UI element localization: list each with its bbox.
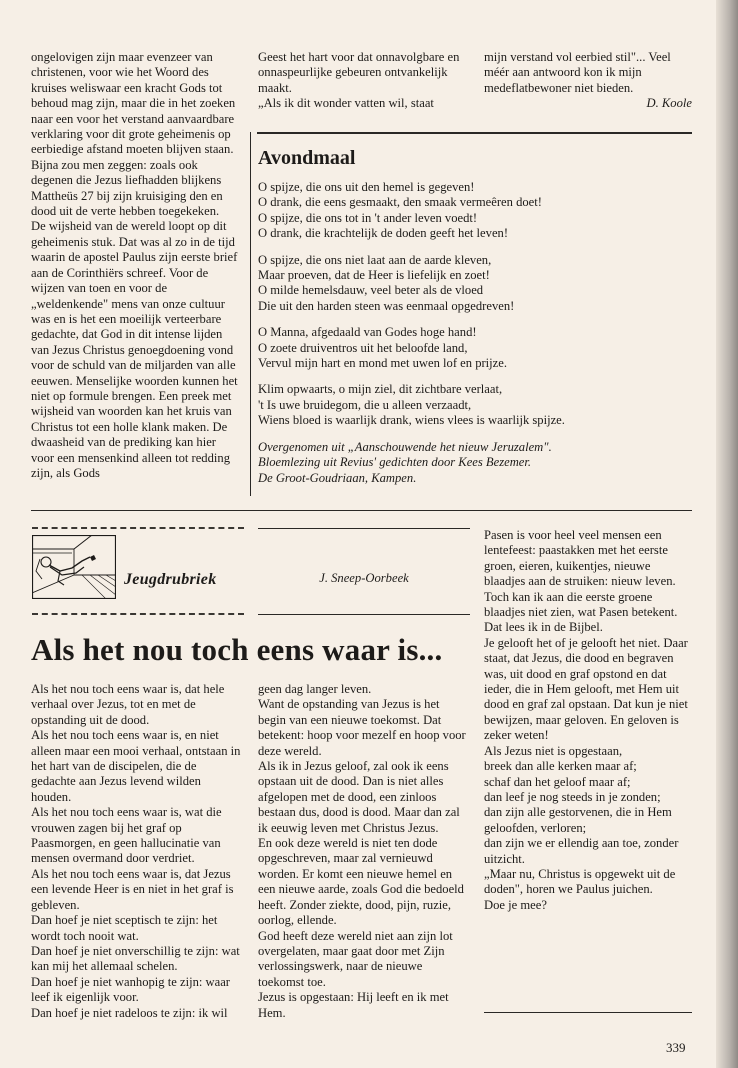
poem-line: O milde hemelsdauw, veel beter als de vloed <box>258 283 484 298</box>
section-rule <box>257 132 692 134</box>
poem-line: Die uit den harden steen was eenmaal opgedreven! <box>258 298 515 313</box>
poem-stanza <box>258 325 690 371</box>
section-heading-jeugdrubriek: Jeugdrubriek <box>124 571 217 588</box>
paragraph: geen dag langer leven. <box>258 682 372 696</box>
article-column-3 <box>484 50 692 112</box>
poem-line: O drank, die krachtelijk de doden geeft het leven! <box>258 226 509 241</box>
paragraph: Doe je mee? <box>484 897 547 912</box>
paragraph: Want de opstanding van Jezus is het begin van een nieuwe toekomst. Dat betekent: hoop voor mezelf en hoop voor deze wereld. <box>258 697 466 758</box>
paragraph: Dan hoef je niet wanhopig te zijn: waar leef ik eigenlijk voor. <box>31 974 230 1005</box>
source-line: Overgenomen uit „Aanschouwende het nieuw Jeruzalem". <box>258 439 552 454</box>
page-binding-edge <box>716 0 738 1068</box>
poem-line: O Manna, afgedaald van Godes hoge hand! <box>258 325 477 340</box>
poem-line: O spijze, die ons uit den hemel is gegeven! <box>258 180 475 194</box>
paragraph: Als het nou toch eens waar is, wat die vrouwen zagen bij het graf op Paasmorgen, en geen hallucinatie van mensen overmand door verdriet. <box>31 805 222 866</box>
dashed-rule <box>32 613 244 615</box>
section-rule <box>31 510 692 511</box>
poem-stanza <box>258 253 690 315</box>
poem-title: Avondmaal <box>258 147 356 169</box>
paragraph: Als ik in Jezus geloof, zal ook ik eens opstaan uit de dood. Dan is niet alles afgelopen met de dood, een zinloos bestaan dus, dood is dood. Maar dan zal ik eeuwig leven met Christus Jezus. <box>258 759 460 835</box>
paragraph: Geest het hart voor dat onnavolgbare en onnaspeurlijke gebeuren ontvankelijk maakt. <box>258 50 460 95</box>
paragraph: De wijsheid van de wereld loopt op dit geheimenis stuk. Dat was al zo in de tijd waarin de apostel Paulus zijn eerste brief aan de Corinthiërs schreef. Voor de wijzen van toen en voor de „weldenkende" mens van onze cultuur was en is het een moeilijk verteerbare gedachte, dat God in dit intense lijden van Jezus Christus genoegdoening vond voor de schuld van de miljarden van alle eeuwen. Menselijke woorden kunnen het niet op formule brengen. Een preek met wijsheid van woorden kan het kruis van Christus tot een holle klank maken. De dwaasheid van de prediking kan hier voor een mensenkind alleen tot redding zijn, als Gods <box>31 219 238 480</box>
paragraph: Als het nou toch eens waar is, en niet alleen maar een mooi verhaal, ontstaan in het hart van de discipelen, die de gedachte aan Jezus levend wilden houden. <box>31 728 241 804</box>
paragraph: Pasen is voor heel veel mensen een lentefeest: paastakken met het eerste groen, eieren, kuikentjes, nieuwe blaadjes aan de struiken: nieuw leven. Toch kan ik aan die eerste groene blaadjes niet zien, wat Pasen betekent. Dat lees ik in de Bijbel. <box>484 528 678 635</box>
paragraph: dan zijn alle gestorvenen, die in Hem geloofden, verloren; <box>484 805 672 835</box>
paragraph: dan leef je nog steeds in je zonden; <box>484 789 661 804</box>
poem-source-note <box>258 440 690 486</box>
paragraph: Dan hoef je niet sceptisch te zijn: het wordt toch nooit wat. <box>31 913 218 943</box>
paragraph: mijn verstand vol eerbied stil"... Veel méér aan antwoord kon ik mijn medeflatbewoner niet bieden. <box>484 50 671 95</box>
paragraph: schaf dan het geloof maar af; <box>484 774 631 789</box>
author-signature: D. Koole <box>646 96 692 111</box>
column-divider <box>250 132 251 496</box>
poem-line: O spijze, die ons tot in 't ander leven voedt! <box>258 210 478 225</box>
poem-stanza <box>258 382 690 428</box>
poem-line: Klim opwaarts, o mijn ziel, dit zichtbare verlaat, <box>258 382 503 397</box>
jeugd-column-2 <box>258 682 470 1021</box>
paragraph: „Als ik dit wonder vatten wil, staat <box>258 96 434 111</box>
poem-line: Maar proeven, dat de Heer is liefelijk en zoet! <box>258 268 490 283</box>
paragraph: Als het nou toch eens waar is, dat Jezus een levende Heer is en niet in het graf is gebleven. <box>31 866 234 912</box>
jeugd-column-1 <box>31 682 243 1021</box>
article-column-1 <box>31 50 241 481</box>
paragraph: Jezus is opgestaan: Hij leeft en ik met Hem. <box>258 990 449 1020</box>
article-author: J. Sneep-Oorbeek <box>319 571 409 585</box>
paragraph: breek dan alle kerken maar af; <box>484 759 637 774</box>
paragraph: Je gelooft het of je gelooft het niet. Daar staat, dat Jezus, die dood en begraven was, uit dood en graf opstond en dat ieder, die in Hem gelooft, met Hem uit dood en graf zal opstaan. Dat kun je niet bewijzen, maar geloven. En geloven is zeker weten! <box>484 635 688 743</box>
source-line: De Groot-Goudriaan, Kampen. <box>258 470 417 485</box>
paragraph: En ook deze wereld is niet ten dode opgeschreven, maar zal vernieuwd worden. Er komt een nieuwe hemel en een nieuwe aarde, zoals God die bedoeld heeft. Zonder ziekte, dood, pijn, ruzie, oorlog, ellende. <box>258 836 464 928</box>
paragraph: ongelovigen zijn maar evenzeer van christenen, voor wie het Woord des kruises weliswaar een kracht Gods tot behoud mag zijn, maar die in het zoeken naar een voor het verstand aanvaardbare verklaring voor dit grote geheimenis op eerbiedige afstand moeten blijven staan. Bijna zou men zeggen: zoals ook degenen die Jezus liefhadden blijkens Mattheüs 27 bij zijn kruisiging den en dood uit de verte hebben toegekeken. <box>31 50 236 219</box>
article-headline: Als het nou toch eens waar is... <box>31 632 443 667</box>
poem-line: O drank, die eens gesmaakt, den smaak vermeêren doet! <box>258 195 542 210</box>
poem-line: O spijze, die ons niet laat aan de aarde kleven, <box>258 252 492 267</box>
paragraph: God heeft deze wereld niet aan zijn lot overgelaten, maar gaat door met Zijn verlossingswerk, naar de nieuwe toekomst toe. <box>258 928 453 989</box>
jeugdrubriek-illustration <box>32 535 116 599</box>
paragraph: „Maar nu, Christus is opgewekt uit de doden", horen we Paulus juichen. <box>484 866 676 897</box>
page-number: 339 <box>666 1040 686 1055</box>
poem-stanza <box>258 180 690 242</box>
paragraph: Als Jezus niet is opgestaan, <box>484 743 623 758</box>
paragraph: dan zijn we er ellendig aan toe, zonder uitzicht. <box>484 836 679 866</box>
avondmaal-poem <box>258 146 690 486</box>
jeugd-column-3 <box>484 528 694 913</box>
source-line: Bloemlezing uit Revius' gedichten door Kees Bezemer. <box>258 455 532 470</box>
paragraph: Dan hoef je niet radeloos te zijn: ik wil <box>31 1005 228 1020</box>
paragraph: Dan hoef je niet onverschillig te zijn: wat kan mij het allemaal schelen. <box>31 943 240 974</box>
poem-line: O zoete druiventros uit het beloofde land, <box>258 340 468 355</box>
poem-line: Wiens bloed is waarlijk drank, wiens vlees is waarlijk spijze. <box>258 413 565 428</box>
column-end-rule <box>484 1012 692 1013</box>
poem-line: Vervul mijn hart en mond met uwen lof en prijze. <box>258 356 508 371</box>
paragraph: Als het nou toch eens waar is, dat hele verhaal over Jezus, tot en met de opstanding uit de dood. <box>31 682 225 727</box>
dashed-rule <box>32 527 244 529</box>
poem-line: 't Is uwe bruidegom, die u alleen verzaadt, <box>258 397 472 412</box>
author-rule <box>258 614 470 615</box>
reclining-figure-icon <box>32 535 116 599</box>
author-rule <box>258 528 470 529</box>
article-column-2 <box>258 50 468 112</box>
